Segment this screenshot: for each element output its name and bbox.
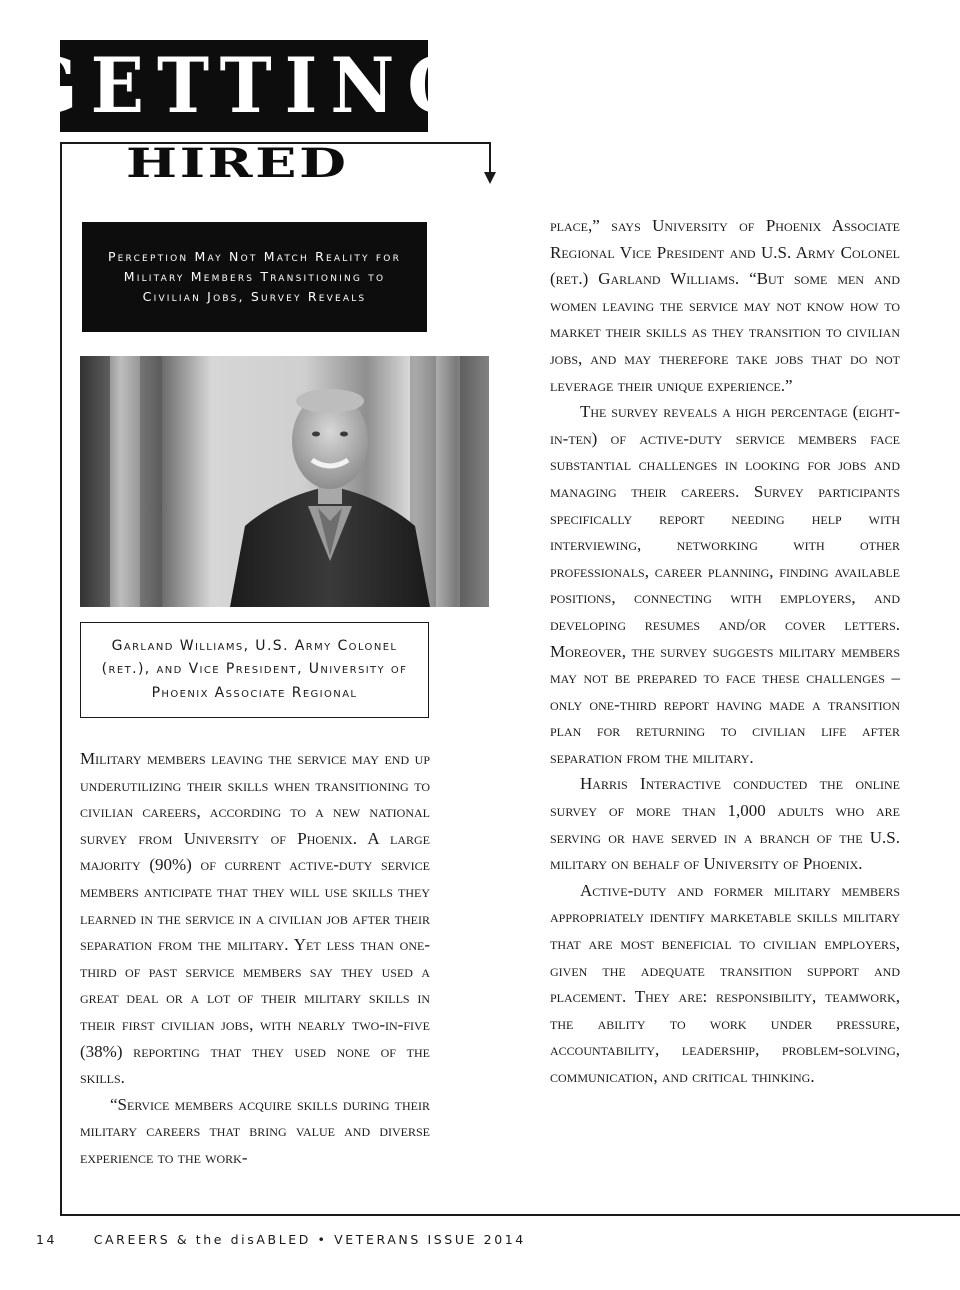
article-subtitle: Perception May Not Match Reality for Military Members Transitioning to Civilian Jobs, Survey Reveals <box>82 222 427 332</box>
frame-left-rule <box>60 142 62 1216</box>
arrow-down-icon <box>484 172 496 184</box>
section-title-banner <box>17 40 481 132</box>
page-number: 14 <box>36 1232 58 1247</box>
portrait-photo <box>80 356 489 607</box>
arrow-stem <box>489 142 491 176</box>
article-column-right <box>550 213 900 1091</box>
portrait-illustration <box>80 356 489 607</box>
article-column-left <box>80 746 430 1172</box>
article-paragraph: Active-duty and former military members appropriately identify marketable skills military that are most beneficial to civilian employers, given the adequate transition support and placement. They are: responsibility, teamwork, the ability to work under pressure, accountability, leadership, problem-solving, communication, and critical thinking. <box>550 880 900 1086</box>
section-title-hired: HIRED <box>126 140 349 187</box>
article-paragraph: Harris Interactive conducted the online survey of more than 1,000 adults who are serving or have served in a branch of the U.S. military on behalf of University of Phoenix. <box>550 774 900 874</box>
photo-caption: Garland Williams, U.S. Army Colonel (ret.), and Vice President, University of Phoenix Associate Regional <box>80 622 429 718</box>
publication-name: CAREERS & the disABLED • VETERANS ISSUE 2014 <box>93 1232 526 1247</box>
article-paragraph: Military members leaving the service may end up underutilizing their skills when transitioning to civilian careers, according to a new national survey from University of Phoenix. A large majority (90%) of current active-duty service members anticipate that they will use skills they learned in the service in a civilian job after their separation from the military. Yet less than one-third of past service members say they used a great deal or a lot of their military skills in their first civilian jobs, with nearly two-in-five (38%) reporting that they used none of the skills. <box>80 749 430 1088</box>
frame-bottom-rule <box>60 1214 960 1216</box>
article-paragraph: place,” says University of Phoenix Associate Regional Vice President and U.S. Army Colonel (ret.) Garland Williams. “But some men and women leaving the service may not know how to market their skills as they transition to civilian jobs, and may therefore take jobs that do not leverage their unique experience.” <box>550 216 900 395</box>
article-paragraph: “Service members acquire skills during their military careers that bring value and diverse experience to the work- <box>80 1094 430 1167</box>
page-footer <box>36 1232 526 1247</box>
section-title-getting: GETTING <box>17 40 481 131</box>
article-paragraph: The survey reveals a high percentage (eight-in-ten) of active-duty service members face substantial challenges in looking for jobs and managing their careers. Survey participants specifically report needing help with interviewing, networking with other professionals, career planning, finding available positions, connecting with employers, and developing resumes and/or cover letters. Moreover, the survey suggests military members may not be prepared to face these challenges – only one-third report having made a transition plan for returning to civilian life after separation from the military. <box>550 402 900 767</box>
